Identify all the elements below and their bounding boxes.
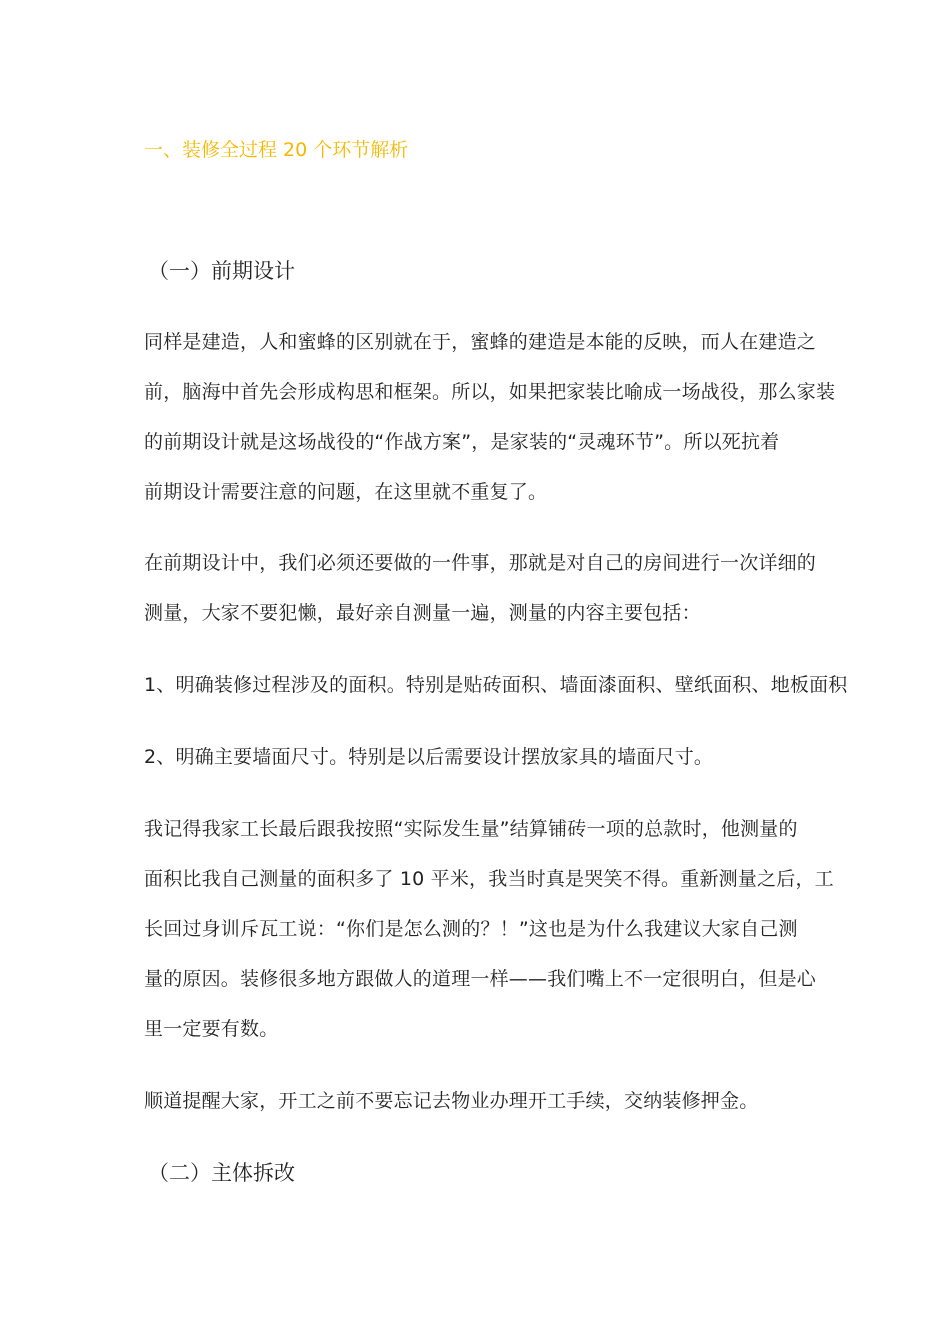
paragraph-line: 面积比我自己测量的面积多了 10 平米，我当时真是哭笑不得。重新测量之后，工 — [144, 868, 834, 890]
paragraph-line: 量的原因。装修很多地方跟做人的道理一样——我们嘴上不一定很明白，但是心 — [144, 968, 817, 990]
paragraph-line: 前期设计需要注意的问题，在这里就不重复了。 — [144, 481, 548, 503]
paragraph-line: 里一定要有数。 — [144, 1018, 279, 1040]
paragraph-reminder: 顺道提醒大家，开工之前不要忘记去物业办理开工手续，交纳装修押金。 — [144, 1090, 759, 1112]
paragraph-line: 前，脑海中首先会形成构思和框架。所以，如果把家装比喻成一场战役，那么家装 — [144, 381, 836, 403]
paragraph-line: 在前期设计中，我们必须还要做的一件事，那就是对自己的房间进行一次详细的 — [144, 552, 817, 574]
list-item-wall-size: 2、明确主要墙面尺寸。特别是以后需要设计摆放家具的墙面尺寸。 — [144, 746, 714, 768]
document-title: 一、装修全过程 20 个环节解析 — [144, 139, 409, 161]
paragraph-line: 长回过身训斥瓦工说：“你们是怎么测的？！”这也是为什么我建议大家自己测 — [144, 918, 798, 940]
paragraph-line: 我记得我家工长最后跟我按照“实际发生量”结算铺砖一项的总款时，他测量的 — [144, 818, 798, 840]
section-heading-design: （一）前期设计 — [148, 259, 295, 283]
paragraph-line: 测量，大家不要犯懒，最好亲自测量一遍，测量的内容主要包括： — [144, 602, 701, 624]
section-heading-demolition: （二）主体拆改 — [148, 1161, 295, 1185]
paragraph-line: 的前期设计就是这场战役的“作战方案”，是家装的“灵魂环节”。所以死抗着 — [144, 431, 780, 453]
paragraph-line: 同样是建造，人和蜜蜂的区别就在于，蜜蜂的建造是本能的反映，而人在建造之 — [144, 331, 817, 353]
list-item-area: 1、明确装修过程涉及的面积。特别是贴砖面积、墙面漆面积、壁纸面积、地板面积 — [144, 674, 848, 696]
